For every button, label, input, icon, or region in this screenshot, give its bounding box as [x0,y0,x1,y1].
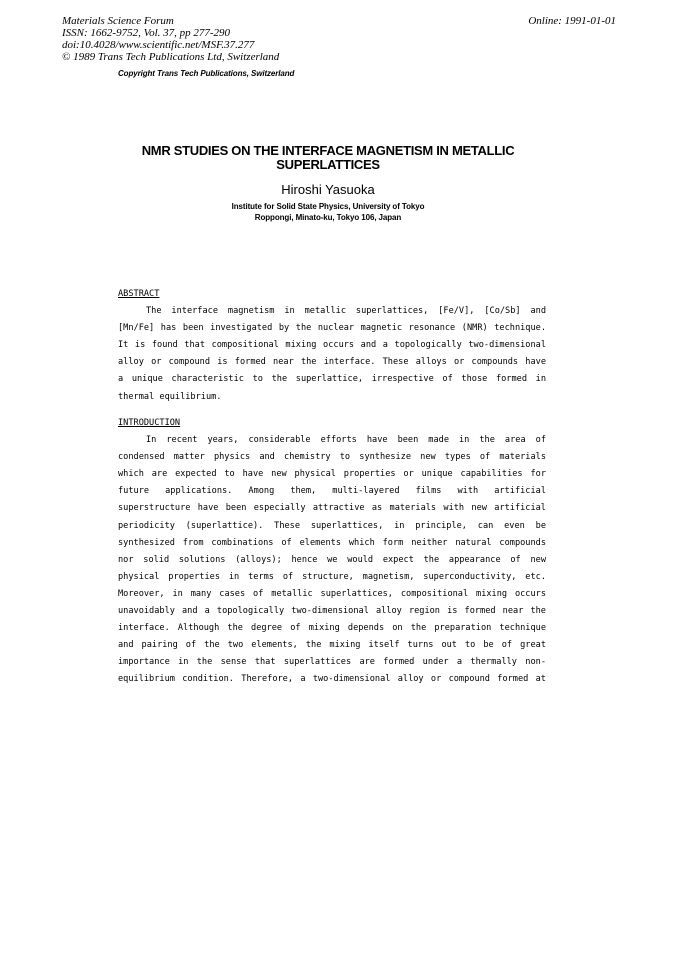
online-date: Online: 1991-01-01 [528,15,616,27]
abstract-line: [Mn/Fe] has been investigated by the nuclear magnetic resonance (NMR) technique. [118,323,546,334]
author-name: Hiroshi Yasuoka [281,182,375,197]
intro-line: future applications. Among them, multi-layered films with artificial [118,486,546,497]
abstract-line: It is found that compositional mixing occurs and a topologically two-dimensional [118,340,546,351]
intro-line: importance in the sense that superlattices are formed under a thermally non- [118,657,546,668]
abstract-heading: ABSTRACT [118,289,160,299]
paper-title [118,144,538,172]
abstract-line: thermal equilibrium. [118,391,222,402]
copyright-stamp: Copyright Trans Tech Publications, Switzerland [118,69,295,78]
intro-line: equilibrium condition. Therefore, a two-dimensional alloy or compound formed at [118,674,546,685]
issn-line: ISSN: 1662-9752, Vol. 37, pp 277-290 [62,27,231,39]
intro-line: In recent years, considerable efforts have been made in the area of [146,435,546,446]
doi-line: doi:10.4028/www.scientific.net/MSF.37.277 [62,39,255,51]
intro-line: superstructure have been especially attractive as materials with new artificial [118,503,546,514]
abstract-section [118,286,546,406]
intro-line: interface. Although the degree of mixing depends on the preparation technique [118,623,546,634]
intro-line: nor solid solutions (alloys); hence we would expect the appearance of new [118,554,546,565]
intro-line: unavoidably and a topologically two-dimensional alloy region is formed near the [118,606,546,617]
affiliation-line: Institute for Solid State Physics, University of Tokyo [231,202,425,211]
intro-line: periodicity (superlattice). These superlattices, in principle, can even be [118,520,546,531]
journal-name: Materials Science Forum [62,15,174,27]
intro-line: and pairing of the two elements, the mixing itself turns out to be of great [118,640,546,651]
journal-header [62,15,279,63]
intro-line: which are expected to have new physical properties or unique capabilities for [118,469,546,480]
affiliation-line: Roppongi, Minato-ku, Tokyo 106, Japan [254,213,402,222]
intro-line: Moreover, in many cases of metallic superlattices, compositional mixing occurs [118,588,546,599]
intro-line: synthesized from combinations of elements which form neither natural compounds [118,537,546,548]
affiliation [118,201,538,223]
intro-line: physical properties in terms of structure, magnetism, superconductivity, etc. [118,571,546,582]
copyright-line: © 1989 Trans Tech Publications Ltd, Switzerland [62,51,280,63]
abstract-line: The interface magnetism in metallic superlattices, [Fe/V], [Co/Sb] and [146,306,546,317]
title-line: NMR STUDIES ON THE INTERFACE MAGNETISM IN METALLIC [141,143,515,158]
introduction-heading: INTRODUCTION [118,418,181,428]
abstract-line: a unique characteristic to the superlattice, irrespective of those formed in [118,374,546,385]
intro-line: condensed matter physics and chemistry to synthesize new types of materials [118,452,546,463]
introduction-section [118,415,546,689]
title-line: SUPERLATTICES [276,157,380,172]
abstract-line: alloy or compound is formed near the interface. These alloys or compounds have [118,357,546,368]
